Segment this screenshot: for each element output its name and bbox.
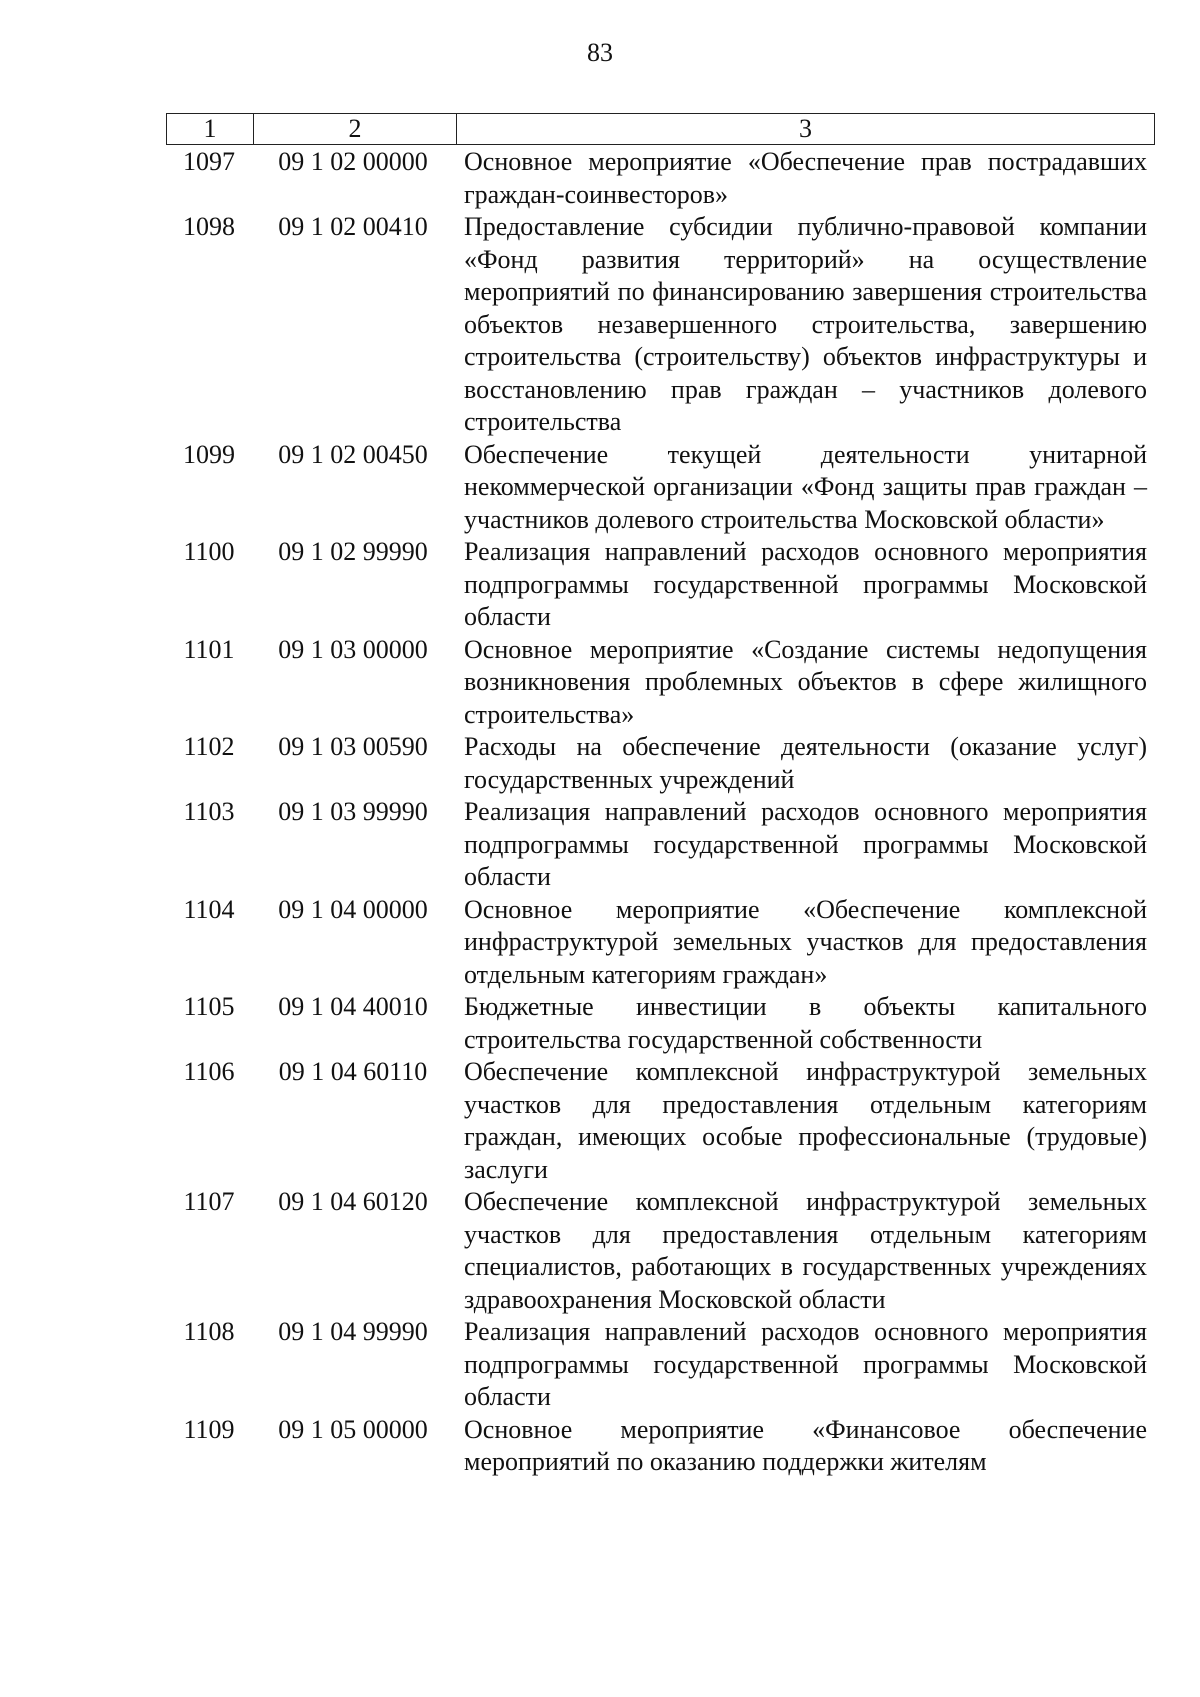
classification-code: 09 1 04 99990 (278, 1317, 428, 1346)
classification-code: 09 1 02 00000 (278, 147, 428, 176)
column-header-1: 1 (167, 114, 254, 144)
row-number: 1105 (183, 992, 235, 1021)
page-number: 83 (587, 38, 613, 67)
row-number: 1102 (183, 732, 235, 761)
classification-code: 09 1 03 00000 (278, 634, 428, 664)
row-number: 1099 (183, 439, 235, 469)
table-row (166, 1316, 1155, 1414)
budget-classification-table (166, 113, 1155, 1479)
table-row (166, 146, 1155, 211)
row-number: 1106 (183, 1057, 235, 1086)
row-description: Основное мероприятие «Финансовое обеспечение мероприятий по оказанию поддержки жителям (464, 1414, 1147, 1476)
table-row (166, 796, 1155, 894)
column-header-3: 3 (799, 114, 812, 143)
table-row (166, 439, 1155, 537)
row-description: Бюджетные инвестиции в объекты капитального строительства государственной собственности (464, 992, 1147, 1054)
table-row (166, 1414, 1155, 1479)
row-description: Реализация направлений расходов основного мероприятия подпрограммы государственной программы Московской области (464, 797, 1147, 891)
table-row (166, 1186, 1155, 1316)
table-body (166, 146, 1155, 1479)
table-header-row (166, 113, 1155, 145)
classification-code: 09 1 05 00000 (278, 1414, 428, 1444)
table-row (166, 1056, 1155, 1186)
classification-code: 09 1 04 60120 (278, 1187, 428, 1216)
row-description: Реализация направлений расходов основного мероприятия подпрограммы государственной программы Московской области (464, 537, 1147, 631)
column-header-2: 2 (254, 114, 457, 144)
row-description: Обеспечение комплексной инфраструктурой земельных участков для предоставления отдельным категориям специалистов, работающих в государственных учреждениях здравоохранения Московской области (464, 1187, 1147, 1314)
row-description: Реализация направлений расходов основного мероприятия подпрограммы государственной программы Московской области (464, 1317, 1147, 1411)
table-row (166, 536, 1155, 634)
row-description: Предоставление субсидии публично-правовой компании «Фонд развития территорий» на осуществление мероприятий по финансированию завершения строительства объектов незавершенного строительства, завершению строительства (строительству) объектов инфраструктуры и восстановлению прав граждан – участников долевого строительства (464, 212, 1147, 436)
row-number: 1098 (183, 212, 235, 241)
row-number: 1104 (183, 894, 235, 924)
classification-code: 09 1 03 99990 (278, 797, 428, 826)
row-description: Основное мероприятие «Создание системы недопущения возникновения проблемных объектов в сфере жилищного строительства» (464, 634, 1147, 729)
table-row (166, 894, 1155, 992)
classification-code: 09 1 04 40010 (278, 992, 428, 1021)
row-description: Основное мероприятие «Обеспечение комплексной инфраструктурой земельных участков для предоставления отдельным категориям граждан» (464, 894, 1147, 989)
row-description: Основное мероприятие «Обеспечение прав пострадавших граждан-соинвесторов» (464, 147, 1147, 209)
row-description: Обеспечение текущей деятельности унитарной некоммерческой организации «Фонд защиты прав граждан – участников долевого строительства Московской области» (464, 439, 1147, 534)
classification-code: 09 1 02 00450 (278, 439, 428, 469)
row-number: 1097 (183, 147, 235, 176)
table-row (166, 211, 1155, 439)
row-number: 1108 (183, 1317, 235, 1346)
row-number: 1103 (183, 797, 235, 826)
row-description: Обеспечение комплексной инфраструктурой земельных участков для предоставления отдельным категориям граждан, имеющих особые профессиональные (трудовые) заслуги (464, 1057, 1147, 1184)
classification-code: 09 1 02 99990 (278, 537, 428, 566)
classification-code: 09 1 04 60110 (278, 1057, 428, 1086)
classification-code: 09 1 02 00410 (278, 212, 428, 241)
row-number: 1101 (183, 634, 235, 664)
classification-code: 09 1 03 00590 (278, 732, 428, 761)
row-description: Расходы на обеспечение деятельности (оказание услуг) государственных учреждений (464, 732, 1147, 794)
table-row (166, 731, 1155, 796)
row-number: 1100 (183, 537, 235, 566)
row-number: 1109 (183, 1414, 235, 1444)
row-number: 1107 (183, 1187, 235, 1216)
classification-code: 09 1 04 00000 (278, 894, 428, 924)
table-row (166, 634, 1155, 732)
table-row (166, 991, 1155, 1056)
